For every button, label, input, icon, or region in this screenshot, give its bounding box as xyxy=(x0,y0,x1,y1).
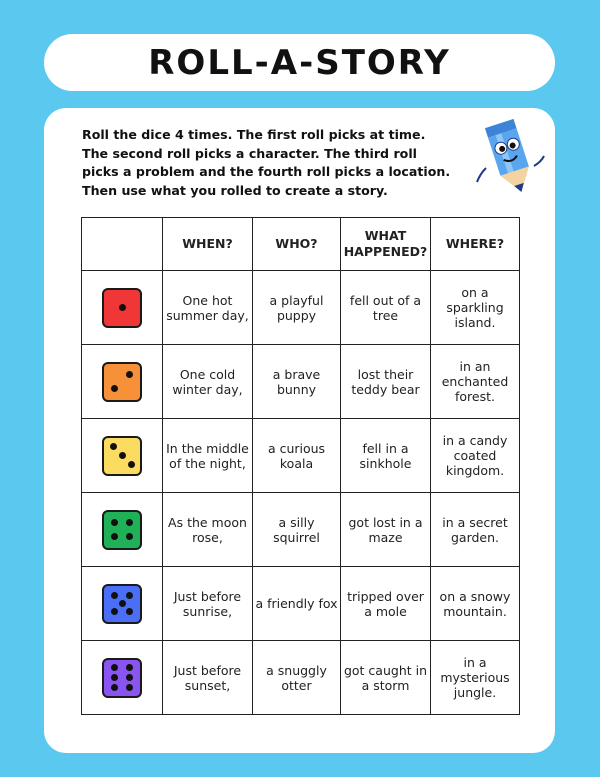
die-5-icon xyxy=(102,584,142,624)
when-cell: One cold winter day, xyxy=(163,345,253,419)
who-cell: a playful puppy xyxy=(253,271,341,345)
die-2-icon xyxy=(102,362,142,402)
what-cell: fell in a sinkhole xyxy=(341,419,431,493)
story-table xyxy=(81,217,520,715)
die-pip xyxy=(111,674,118,681)
die-3-icon xyxy=(102,436,142,476)
die-pip xyxy=(111,592,118,599)
die-cell xyxy=(82,641,163,715)
instructions-line: Then use what you rolled to create a story. xyxy=(82,182,388,198)
what-cell: tripped over a mole xyxy=(341,567,431,641)
header-die xyxy=(82,218,163,271)
die-cell xyxy=(82,567,163,641)
where-cell: on a snowy mountain. xyxy=(431,567,520,641)
header-what: WHAT HAPPENED? xyxy=(341,218,431,271)
die-pip xyxy=(110,443,117,450)
when-cell: Just before sunrise, xyxy=(163,567,253,641)
die-pip xyxy=(126,592,133,599)
die-6-icon xyxy=(102,658,142,698)
header-who: WHO? xyxy=(253,218,341,271)
die-pip xyxy=(126,664,133,671)
where-cell: in a mysterious jungle. xyxy=(431,641,520,715)
content-card xyxy=(44,108,555,753)
what-cell: got caught in a storm xyxy=(341,641,431,715)
instructions-line: picks a problem and the fourth roll picks a location. xyxy=(82,164,451,179)
die-pip xyxy=(111,533,118,540)
where-cell: in a secret garden. xyxy=(431,493,520,567)
where-cell: on a sparkling island. xyxy=(431,271,520,345)
die-cell xyxy=(82,419,163,493)
die-pip xyxy=(111,385,118,392)
title-banner xyxy=(44,34,555,91)
who-cell: a curious koala xyxy=(253,419,341,493)
where-cell: in a candy coated kingdom. xyxy=(431,419,520,493)
die-pip xyxy=(126,533,133,540)
die-cell xyxy=(82,493,163,567)
die-pip xyxy=(126,674,133,681)
die-cell xyxy=(82,345,163,419)
table-row xyxy=(82,493,520,567)
die-pip xyxy=(111,664,118,671)
die-pip xyxy=(111,684,118,691)
what-cell: lost their teddy bear xyxy=(341,345,431,419)
header-where: WHERE? xyxy=(431,218,520,271)
who-cell: a brave bunny xyxy=(253,345,341,419)
what-cell: fell out of a tree xyxy=(341,271,431,345)
where-cell: in an enchanted forest. xyxy=(431,345,520,419)
table-row xyxy=(82,567,520,641)
when-cell: In the middle of the night, xyxy=(163,419,253,493)
instructions xyxy=(82,126,472,200)
die-pip xyxy=(126,519,133,526)
die-cell xyxy=(82,271,163,345)
header-when: WHEN? xyxy=(163,218,253,271)
instructions-line: The second roll picks a character. The third roll xyxy=(82,145,417,161)
pencil-mascot-icon xyxy=(474,116,546,198)
table-row xyxy=(82,641,520,715)
die-pip xyxy=(119,600,126,607)
instructions-line: Roll the dice 4 times. The first roll picks at time. xyxy=(82,127,426,142)
die-pip xyxy=(128,461,135,468)
who-cell: a friendly fox xyxy=(253,567,341,641)
when-cell: Just before sunset, xyxy=(163,641,253,715)
when-cell: One hot summer day, xyxy=(163,271,253,345)
header-row xyxy=(82,218,520,271)
who-cell: a snuggly otter xyxy=(253,641,341,715)
die-1-icon xyxy=(102,288,142,328)
when-cell: As the moon rose, xyxy=(163,493,253,567)
what-cell: got lost in a maze xyxy=(341,493,431,567)
die-pip xyxy=(119,304,126,311)
die-4-icon xyxy=(102,510,142,550)
die-pip xyxy=(126,371,133,378)
table-row xyxy=(82,345,520,419)
die-pip xyxy=(126,608,133,615)
table-row xyxy=(82,419,520,493)
die-pip xyxy=(119,452,126,459)
table-row xyxy=(82,271,520,345)
die-pip xyxy=(126,684,133,691)
page-title: ROLL-A-STORY xyxy=(148,42,451,83)
die-pip xyxy=(111,608,118,615)
who-cell: a silly squirrel xyxy=(253,493,341,567)
die-pip xyxy=(111,519,118,526)
